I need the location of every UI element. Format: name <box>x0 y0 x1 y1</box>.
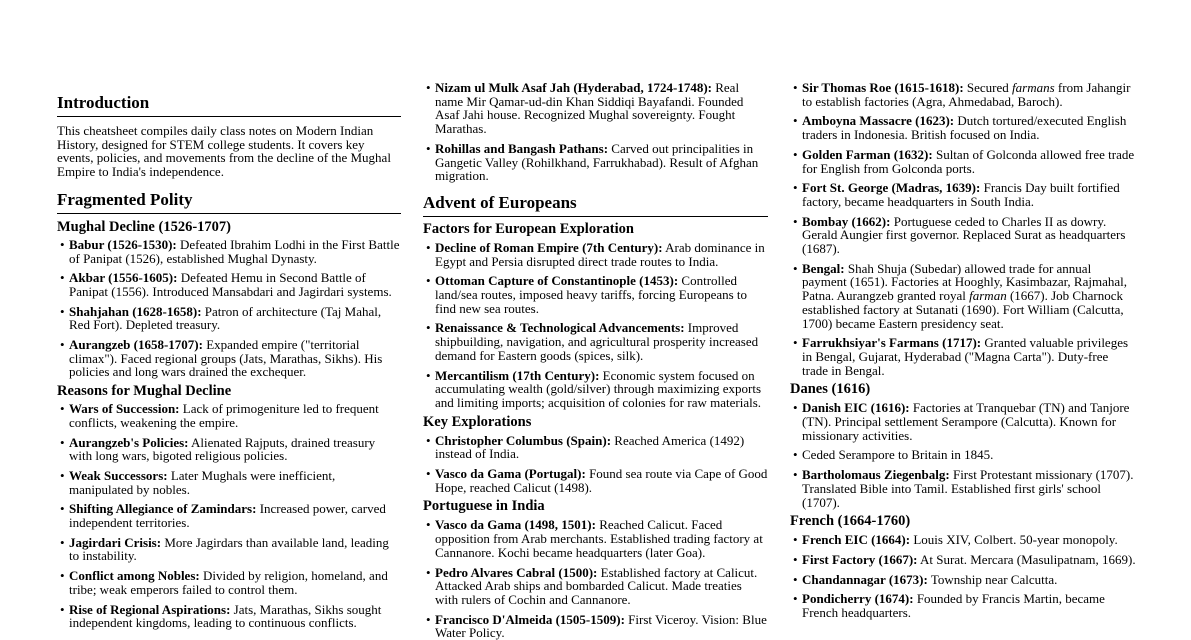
column-1 <box>57 0 401 630</box>
list-item: • French EIC (1664): Louis XIV, Colbert. 50-year monopoly. <box>790 533 1136 547</box>
list-item: • Conflict among Nobles: Divided by religion, homeland, and tribe; weak emperors failed to control them. <box>57 569 401 596</box>
column-3 <box>790 0 1136 620</box>
portuguese-list <box>423 518 768 640</box>
list-item: • Jagirdari Crisis: More Jagirdars than available land, leading to instability. <box>57 536 401 563</box>
reasons-list <box>57 402 401 630</box>
mughal-decline-heading: Mughal Decline (1526-1707) <box>57 218 231 235</box>
list-item: • Rise of Regional Aspirations: Jats, Marathas, Sikhs sought independent kingdoms, leading to continuous conflicts. <box>57 603 401 630</box>
list-item: • Mercantilism (17th Century): Economic system focused on accumulating wealth (gold/silver) through maximizing exports and limiting imports; acquisition of colonies for raw materials. <box>423 369 768 410</box>
fragmented-polity-heading: Fragmented Polity <box>57 190 401 214</box>
list-item: • Bombay (1662): Portuguese ceded to Charles II as dowry. Gerald Aungier first governor. Replaced Surat as headquarters (1687). <box>790 215 1136 256</box>
french-heading: French (1664-1760) <box>790 513 911 530</box>
danes-list <box>790 401 1136 509</box>
list-item: • Aurangzeb (1658-1707): Expanded empire ("territorial climax"). Faced regional groups (Jats, Marathas, Sikhs). His policies and long wars drained the exchequer. <box>57 338 401 379</box>
factors-heading: Factors for European Exploration <box>423 220 634 237</box>
list-item: • Weak Successors: Later Mughals were inefficient, manipulated by nobles. <box>57 469 401 496</box>
factors-list <box>423 241 768 410</box>
advent-heading: Advent of Europeans <box>423 193 768 217</box>
list-item: • Pondicherry (1674): Founded by Francis Martin, became French headquarters. <box>790 592 1136 619</box>
explorations-list <box>423 434 768 495</box>
list-item: • Bartholomaus Ziegenbalg: First Protestant missionary (1707). Translated Bible into Tamil. Established first girls' school (1707). <box>790 468 1136 509</box>
list-item: • Amboyna Massacre (1623): Dutch tortured/executed English traders in Indonesia. British focused on India. <box>790 114 1136 141</box>
list-item: • Akbar (1556-1605): Defeated Hemu in Second Battle of Panipat (1556). Introduced Mansabdari and Jagirdari systems. <box>57 271 401 298</box>
list-item: • Rohillas and Bangash Pathans: Carved out principalities in Gangetic Valley (Rohilkhand, Farrukhabad). Result of Afghan migration. <box>423 142 768 183</box>
list-item: • Chandannagar (1673): Township near Calcutta. <box>790 573 1136 587</box>
list-item: • Babur (1526-1530): Defeated Ibrahim Lodhi in the First Battle of Panipat (1526), established Mughal Dynasty. <box>57 238 401 265</box>
list-item: • Bengal: Shah Shuja (Subedar) allowed trade for annual payment (1651). Factories at Hooghly, Kasimbazar, Rajmahal, Patna. Aurangzeb granted royal farman (1667). Job Charnock established factory at Sutanati (1690). Fort William (Calcutta, 1700) became Eastern presidency seat. <box>790 262 1136 331</box>
list-item: • Danish EIC (1616): Factories at Tranquebar (TN) and Tanjore (TN). Principal settlement Serampore (Calcutta). Known for missionary activities. <box>790 401 1136 442</box>
explorations-heading: Key Explorations <box>423 413 532 430</box>
english-list <box>790 81 1136 377</box>
list-item: • Golden Farman (1632): Sultan of Golconda allowed free trade for English from Golconda ports. <box>790 148 1136 175</box>
column-2 <box>423 0 768 640</box>
list-item: • Ceded Serampore to Britain in 1845. <box>790 448 1136 462</box>
list-item: • Pedro Alvares Cabral (1500): Established factory at Calicut. Attacked Arab ships and bombarded Calicut. Made treaties with rulers of Cochin and Cannanore. <box>423 566 768 607</box>
list-item: • Francisco D'Almeida (1505-1509): First Viceroy. Vision: Blue Water Policy. <box>423 613 768 640</box>
list-item: • Vasco da Gama (1498, 1501): Reached Calicut. Faced opposition from Arab merchants. Established trading factory at Cannanore. Kochi became headquarters (later Goa). <box>423 518 768 559</box>
regional-powers-list <box>423 81 768 183</box>
mughal-decline-list <box>57 238 401 379</box>
list-item: • Decline of Roman Empire (7th Century): Arab dominance in Egypt and Persia disrupted direct trade routes to India. <box>423 241 768 268</box>
list-item: • Christopher Columbus (Spain): Reached America (1492) instead of India. <box>423 434 768 461</box>
list-item: • Ottoman Capture of Constantinople (1453): Controlled land/sea routes, imposed heavy tariffs, forcing Europeans to find new sea routes. <box>423 274 768 315</box>
list-item: • Shahjahan (1628-1658): Patron of architecture (Taj Mahal, Red Fort). Depleted treasury. <box>57 305 401 332</box>
list-item: • Shifting Allegiance of Zamindars: Increased power, carved independent territories. <box>57 502 401 529</box>
list-item: • Vasco da Gama (Portugal): Found sea route via Cape of Good Hope, reached Calicut (1498). <box>423 467 768 494</box>
introduction-text: This cheatsheet compiles daily class notes on Modern Indian History, designed for STEM college students. It covers key events, policies, and movements from the decline of the Mughal Empire to India's independence. <box>57 123 391 180</box>
danes-heading: Danes (1616) <box>790 381 871 398</box>
portuguese-heading: Portuguese in India <box>423 498 545 515</box>
list-item: • Fort St. George (Madras, 1639): Francis Day built fortified factory, became headquarters in South India. <box>790 181 1136 208</box>
introduction-heading: Introduction <box>57 93 401 117</box>
list-item: • Sir Thomas Roe (1615-1618): Secured farmans from Jahangir to establish factories (Agra, Ahmedabad, Baroch). <box>790 81 1136 108</box>
reasons-heading: Reasons for Mughal Decline <box>57 383 232 400</box>
list-item: • Renaissance & Technological Advancements: Improved shipbuilding, navigation, and agricultural prosperity increased demand for Eastern goods (spices, silk). <box>423 321 768 362</box>
french-list <box>790 533 1136 620</box>
list-item: • Wars of Succession: Lack of primogeniture led to frequent conflicts, weakening the empire. <box>57 402 401 429</box>
list-item: • Nizam ul Mulk Asaf Jah (Hyderabad, 1724-1748): Real name Mir Qamar-ud-din Khan Siddiqi Bayafandi. Founded Asaf Jahi house. Recognized Mughal sovereignty. Fought Marathas. <box>423 81 768 136</box>
list-item: • Farrukhsiyar's Farmans (1717): Granted valuable privileges in Bengal, Gujarat, Hyderabad ("Magna Carta"). Duty-free trade in Bengal. <box>790 336 1136 377</box>
list-item: • First Factory (1667): At Surat. Mercara (Masulipatnam, 1669). <box>790 553 1136 567</box>
list-item: • Aurangzeb's Policies: Alienated Rajputs, drained treasury with long wars, bigoted religious policies. <box>57 436 401 463</box>
